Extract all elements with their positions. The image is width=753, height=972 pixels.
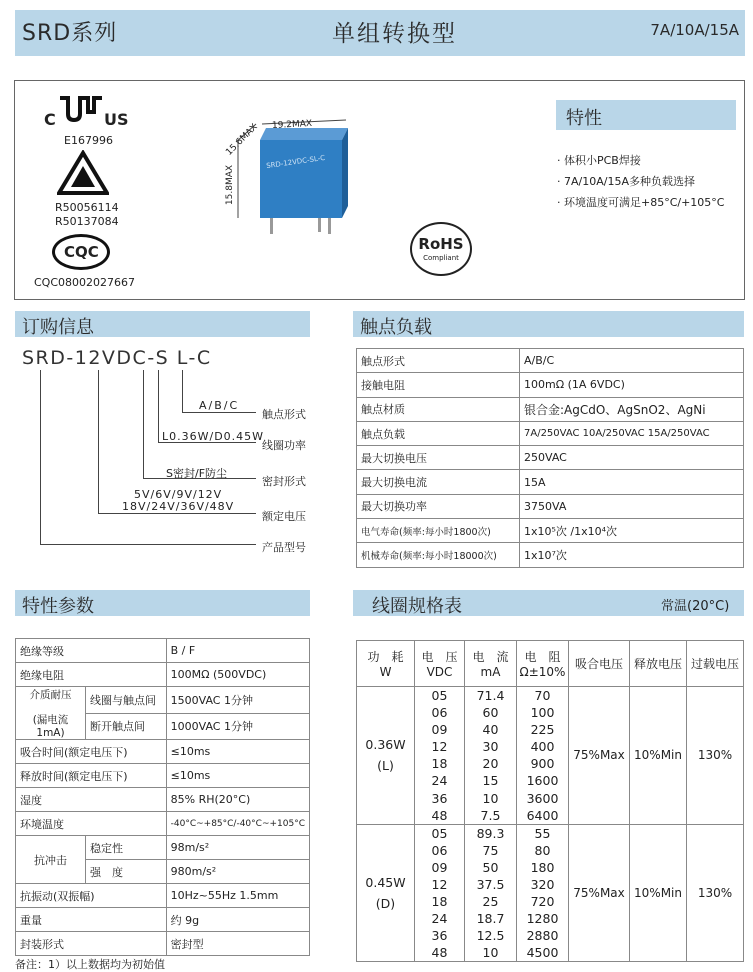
table-row xyxy=(16,764,310,788)
col-header-voltage xyxy=(415,641,465,687)
header-current: 电 流 xyxy=(472,650,509,664)
table-row xyxy=(357,373,744,397)
cell-power xyxy=(357,687,415,825)
table-row xyxy=(357,421,744,445)
cell-key: 抗振动(双振幅) xyxy=(16,884,167,908)
header-power-unit: W xyxy=(379,665,392,679)
table-row xyxy=(16,663,310,687)
rohs-sub: Compliant xyxy=(423,254,459,262)
cell-value: 100MΩ (500VDC) xyxy=(166,663,309,687)
cell-key: 电气寿命(频率:每小时1800次) xyxy=(357,519,520,543)
cell-value: ≤10ms xyxy=(166,764,309,788)
order-label: 触点形式 xyxy=(262,408,306,421)
cell-value: 15A xyxy=(520,470,744,494)
cell-value: 7A/250VAC 10A/250VAC 15A/250VAC xyxy=(520,421,744,445)
cell-key: 重量 xyxy=(16,908,167,932)
dim-height: 15.8MAX xyxy=(225,164,236,206)
cell-current: 20 xyxy=(465,755,517,772)
cell-release: 10%Min xyxy=(630,824,687,962)
cell-value: 1x10⁵次 /1x10⁴次 xyxy=(520,519,744,543)
cell-current: 71.4 xyxy=(465,687,517,705)
cell-value: 1500VAC 1分钟 xyxy=(166,687,309,714)
cell-current: 50 xyxy=(465,859,517,876)
cell-current: 25 xyxy=(465,893,517,910)
order-label: 产品型号 xyxy=(262,541,306,554)
cell-key: 最大切换电流 xyxy=(357,470,520,494)
footnote: 备注：1）以上数据均为初始值 xyxy=(15,958,165,971)
ul-c: C xyxy=(44,110,56,129)
power-code: (D) xyxy=(375,895,396,911)
table-row xyxy=(357,494,744,518)
cell-value: 100mΩ (1A 6VDC) xyxy=(520,373,744,397)
cell-value: 98m/s² xyxy=(166,836,309,860)
order-value: L0.36W/D0.45W xyxy=(162,430,265,443)
cell-current: 37.5 xyxy=(465,876,517,893)
cell-resistance: 4500 xyxy=(517,944,569,962)
cell-value: 10Hz~55Hz 1.5mm xyxy=(166,884,309,908)
cell-current: 60 xyxy=(465,704,517,721)
cell-power xyxy=(357,824,415,962)
cell-overload: 130% xyxy=(687,824,744,962)
cell-resistance: 55 xyxy=(517,824,569,842)
cell-voltage: 05 xyxy=(415,824,465,842)
cell-voltage: 09 xyxy=(415,721,465,738)
dielectric-sub: (漏电流1mA) xyxy=(32,714,69,739)
cell-pull: 75%Max xyxy=(569,824,630,962)
ul-us: US xyxy=(104,110,129,129)
rohs-title: RoHS xyxy=(418,235,464,253)
cell-voltage: 12 xyxy=(415,876,465,893)
cell-current: 75 xyxy=(465,842,517,859)
cell-key: 机械寿命(频率:每小时18000次) xyxy=(357,543,520,567)
table-row xyxy=(16,836,310,860)
cell-current: 18.7 xyxy=(465,910,517,927)
col-header-resistance xyxy=(517,641,569,687)
cell-resistance: 70 xyxy=(517,687,569,705)
cert-number-2: R50137084 xyxy=(55,215,119,228)
ratings: 7A/10A/15A xyxy=(650,21,739,39)
cell-voltage: 24 xyxy=(415,772,465,789)
header-voltage-unit: VDC xyxy=(426,665,453,679)
cell-value: 3750VA xyxy=(520,494,744,518)
cell-value: 密封型 xyxy=(166,932,309,956)
power-value: 0.45W xyxy=(365,874,406,890)
table-row xyxy=(16,812,310,836)
cell-current: 10 xyxy=(465,789,517,806)
cell-voltage: 05 xyxy=(415,687,465,705)
cell-key: 触点负载 xyxy=(357,421,520,445)
cell-resistance: 1280 xyxy=(517,910,569,927)
cell-resistance: 320 xyxy=(517,876,569,893)
cell-sub: 稳定性 xyxy=(86,836,167,860)
params-table xyxy=(15,638,310,956)
cell-value: ≤10ms xyxy=(166,740,309,764)
col-header-current xyxy=(465,641,517,687)
cell-voltage: 06 xyxy=(415,842,465,859)
col-header-power xyxy=(357,641,415,687)
table-row xyxy=(16,687,310,714)
relay-label: SRD-12VDC-SL-C xyxy=(265,153,326,171)
cell-resistance: 100 xyxy=(517,704,569,721)
cell-voltage: 36 xyxy=(415,927,465,944)
table-row xyxy=(357,446,744,470)
leader-line xyxy=(182,370,183,412)
cell-voltage: 48 xyxy=(415,944,465,962)
dim-depth: 15.6MAX xyxy=(224,122,260,158)
cell-key: 最大切换功率 xyxy=(357,494,520,518)
cell-key: 触点形式 xyxy=(357,349,520,373)
order-code: SRD-12VDC-S L-C xyxy=(22,347,212,369)
ul-number: E167996 xyxy=(64,134,113,147)
order-value: 5V/6V/9V/12V xyxy=(134,488,223,501)
order-value: S密封/F防尘 xyxy=(166,467,228,480)
cell-value: 980m/s² xyxy=(166,860,309,884)
header-resistance: 电 阻 xyxy=(524,650,561,664)
cell-key: 吸合时间(额定电压下) xyxy=(16,740,167,764)
ul-logo xyxy=(42,96,132,130)
cell-value: 1x10⁷次 xyxy=(520,543,744,567)
cell-overload: 130% xyxy=(687,687,744,825)
cell-pull: 75%Max xyxy=(569,687,630,825)
order-label: 额定电压 xyxy=(262,510,306,523)
table-row xyxy=(357,349,744,373)
header-voltage: 电 压 xyxy=(421,650,458,664)
features-title: 特性 xyxy=(566,108,602,129)
cell-value: B / F xyxy=(166,639,309,663)
col-header-release: 释放电压 xyxy=(630,641,687,687)
cell-resistance: 225 xyxy=(517,721,569,738)
cell-resistance: 6400 xyxy=(517,807,569,825)
order-value: A/B/C xyxy=(199,399,240,412)
table-row xyxy=(16,908,310,932)
leader-line xyxy=(98,513,256,514)
header-power: 功 耗 xyxy=(367,650,404,664)
feature-item: · 环境温度可满足+85°C/+105°C xyxy=(557,196,725,209)
cell-key: 最大切换电压 xyxy=(357,446,520,470)
cell-key: 释放时间(额定电压下) xyxy=(16,764,167,788)
cell-sub: 线圈与触点间 xyxy=(86,687,167,714)
coil-table xyxy=(356,640,744,962)
cell-key: 绝缘电阻 xyxy=(16,663,167,687)
cell-current: 89.3 xyxy=(465,824,517,842)
power-code: (L) xyxy=(377,758,394,774)
cell-voltage: 06 xyxy=(415,704,465,721)
cell-sub: 强 度 xyxy=(86,860,167,884)
power-value: 0.36W xyxy=(365,737,406,753)
cell-current: 12.5 xyxy=(465,927,517,944)
ul-icon xyxy=(56,96,102,126)
table-row xyxy=(16,740,310,764)
cell-voltage: 48 xyxy=(415,807,465,825)
leader-line xyxy=(182,412,256,413)
cell-key xyxy=(16,687,86,740)
cell-resistance: 2880 xyxy=(517,927,569,944)
dim-width: 19.2MAX xyxy=(271,118,313,132)
contact-table xyxy=(356,348,744,568)
col-header-pull: 吸合电压 xyxy=(569,641,630,687)
cell-key: 湿度 xyxy=(16,788,167,812)
rohs-badge xyxy=(410,222,472,276)
table-row xyxy=(16,788,310,812)
cqc-number: CQC08002027667 xyxy=(34,276,136,289)
cell-key: 触点材质 xyxy=(357,397,520,421)
leader-line xyxy=(143,370,144,478)
cert-number-1: R50056114 xyxy=(55,201,119,214)
leader-line xyxy=(40,370,41,544)
cqc-logo xyxy=(52,234,110,270)
cell-value: 85% RH(20°C) xyxy=(166,788,309,812)
cell-voltage: 36 xyxy=(415,789,465,806)
cell-current: 10 xyxy=(465,944,517,962)
table-row xyxy=(357,824,744,842)
coil-temp: 常温(20°C) xyxy=(661,599,730,614)
params-title: 特性参数 xyxy=(22,596,94,617)
cell-resistance: 400 xyxy=(517,738,569,755)
header-current-unit: mA xyxy=(480,665,501,679)
contact-title: 触点负载 xyxy=(360,317,432,338)
ordering-title: 订购信息 xyxy=(22,317,94,338)
table-row xyxy=(357,470,744,494)
cell-resistance: 720 xyxy=(517,893,569,910)
leader-line xyxy=(158,370,159,442)
cell-resistance: 900 xyxy=(517,755,569,772)
cell-resistance: 80 xyxy=(517,842,569,859)
table-row xyxy=(16,639,310,663)
table-row xyxy=(357,519,744,543)
order-label: 线圈功率 xyxy=(262,439,306,452)
cqc-mark: CQC xyxy=(64,243,99,261)
leader-line xyxy=(98,370,99,513)
cell-value: 1000VAC 1分钟 xyxy=(166,713,309,740)
table-row xyxy=(16,932,310,956)
cell-current: 30 xyxy=(465,738,517,755)
table-row xyxy=(357,543,744,567)
col-header-overload: 过载电压 xyxy=(687,641,744,687)
leader-line xyxy=(40,544,256,545)
feature-item: · 体积小PCB焊接 xyxy=(557,154,641,167)
cell-key: 封装形式 xyxy=(16,932,167,956)
cell-sub: 断开触点间 xyxy=(86,713,167,740)
cell-value: 约 9g xyxy=(166,908,309,932)
cell-resistance: 3600 xyxy=(517,789,569,806)
cell-value: -40°C~+85°C/-40°C~+105°C xyxy=(166,812,309,836)
cell-current: 40 xyxy=(465,721,517,738)
cell-voltage: 09 xyxy=(415,859,465,876)
table-row xyxy=(357,397,744,421)
coil-title: 线圈规格表 xyxy=(372,596,462,617)
triangle-cert-icon xyxy=(57,150,109,196)
cell-value: 银合金:AgCdO、AgSnO2、AgNi xyxy=(520,397,744,421)
cell-value: A/B/C xyxy=(520,349,744,373)
cell-voltage: 18 xyxy=(415,755,465,772)
cell-release: 10%Min xyxy=(630,687,687,825)
cell-current: 7.5 xyxy=(465,807,517,825)
cell-voltage: 12 xyxy=(415,738,465,755)
order-value-2: 18V/24V/36V/48V xyxy=(122,500,235,513)
header-resistance-unit: Ω±10% xyxy=(519,665,566,679)
cell-key: 环境温度 xyxy=(16,812,167,836)
dielectric-label: 介质耐压 xyxy=(29,689,72,701)
feature-item: · 7A/10A/15A多种负载选择 xyxy=(557,175,695,188)
cell-value: 250VAC xyxy=(520,446,744,470)
table-row xyxy=(16,884,310,908)
cell-voltage: 24 xyxy=(415,910,465,927)
cell-key: 绝缘等级 xyxy=(16,639,167,663)
cell-resistance: 1600 xyxy=(517,772,569,789)
cell-current: 15 xyxy=(465,772,517,789)
table-header-row xyxy=(357,641,744,687)
cell-key: 抗冲击 xyxy=(16,836,86,884)
cell-voltage: 18 xyxy=(415,893,465,910)
cell-key: 接触电阻 xyxy=(357,373,520,397)
table-row xyxy=(357,687,744,705)
cell-resistance: 180 xyxy=(517,859,569,876)
series-title: SRD系列 xyxy=(22,21,118,46)
order-label: 密封形式 xyxy=(262,475,306,488)
type-title: 单组转换型 xyxy=(332,21,457,47)
